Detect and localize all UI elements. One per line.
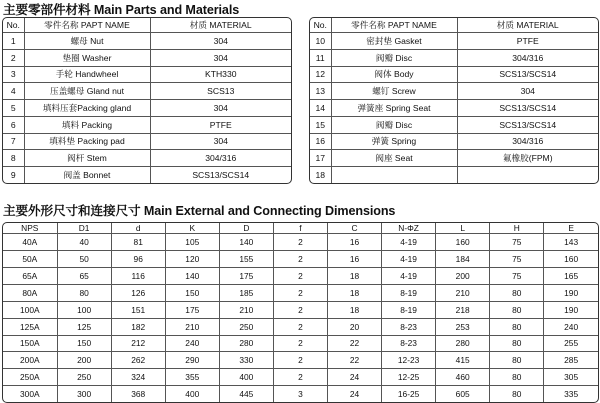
part-name: 填料 Packing: [24, 116, 150, 133]
part-material: SCS13/SCS14: [457, 116, 598, 133]
part-no: 4: [3, 83, 24, 100]
dims-cell-n-phi-z: 8-19: [382, 301, 436, 318]
dims-cell-nps: 125A: [3, 318, 57, 335]
parts-table-left: [2, 17, 292, 184]
dims-cell-k: 175: [165, 301, 219, 318]
dims-header-n-phi-z: N-ΦZ: [382, 223, 436, 234]
dims-cell-c: 16: [327, 234, 381, 251]
part-name: 手轮 Handwheel: [24, 66, 150, 83]
header-part-name: 零件名称 PAPT NAME: [331, 18, 457, 33]
part-no: 17: [310, 150, 331, 167]
part-name: 阀瓣 Disc: [331, 116, 457, 133]
dims-cell-c: 18: [327, 301, 381, 318]
part-name: 螺母 Nut: [24, 33, 150, 50]
dims-cell-h: 75: [490, 250, 544, 267]
parts-row: [310, 66, 598, 83]
dims-cell-l: 200: [436, 267, 490, 284]
dims-cell-d: 368: [111, 386, 165, 402]
dims-cell-k: 210: [165, 318, 219, 335]
dims-cell-l: 280: [436, 335, 490, 352]
part-name: 螺钉 Screw: [331, 83, 457, 100]
dims-cell-h: 75: [490, 267, 544, 284]
part-material: SCS13/SCS14: [150, 167, 291, 183]
parts-header-row: [310, 18, 598, 33]
dims-header-e: E: [544, 223, 598, 234]
dims-cell-d1: 125: [57, 318, 111, 335]
dims-cell-n-phi-z: 8-23: [382, 335, 436, 352]
part-name: 阀体 Body: [331, 66, 457, 83]
dims-cell-l: 253: [436, 318, 490, 335]
parts-row: [310, 49, 598, 66]
dims-row: [3, 234, 598, 251]
parts-table-right: [309, 17, 599, 184]
dims-cell-l: 415: [436, 352, 490, 369]
part-name: 阀杆 Stem: [24, 150, 150, 167]
part-material: 304: [150, 49, 291, 66]
parts-row: [3, 133, 291, 150]
part-material: KTH330: [150, 66, 291, 83]
part-no: 5: [3, 100, 24, 117]
dims-cell-c: 22: [327, 335, 381, 352]
dims-cell-e: 190: [544, 284, 598, 301]
dims-cell-n-phi-z: 16-25: [382, 386, 436, 402]
dims-cell-n-phi-z: 12-25: [382, 369, 436, 386]
part-name: 垫圈 Washer: [24, 49, 150, 66]
part-no: 8: [3, 150, 24, 167]
dims-cell-d-outer: 330: [219, 352, 273, 369]
header-material: 材质 MATERIAL: [150, 18, 291, 33]
parts-row: [310, 167, 598, 183]
part-name: 弹簧座 Spring Seat: [331, 100, 457, 117]
dims-row: [3, 284, 598, 301]
dims-cell-d-outer: 445: [219, 386, 273, 402]
dims-header-c: C: [327, 223, 381, 234]
dims-cell-f: 2: [273, 250, 327, 267]
parts-row: [310, 100, 598, 117]
dims-cell-h: 80: [490, 386, 544, 402]
dims-cell-l: 605: [436, 386, 490, 402]
dims-cell-d: 324: [111, 369, 165, 386]
parts-row: [310, 150, 598, 167]
part-material: 氟橡胶(FPM): [457, 150, 598, 167]
dims-row: [3, 301, 598, 318]
dims-cell-e: 255: [544, 335, 598, 352]
part-no: 16: [310, 133, 331, 150]
dims-cell-c: 16: [327, 250, 381, 267]
dims-cell-c: 18: [327, 284, 381, 301]
dims-cell-l: 210: [436, 284, 490, 301]
dims-cell-d-outer: 155: [219, 250, 273, 267]
dims-cell-e: 165: [544, 267, 598, 284]
dims-cell-d1: 250: [57, 369, 111, 386]
dims-cell-l: 218: [436, 301, 490, 318]
dims-cell-nps: 200A: [3, 352, 57, 369]
dims-header-k: K: [165, 223, 219, 234]
dims-cell-d: 151: [111, 301, 165, 318]
dims-row: [3, 335, 598, 352]
dims-cell-h: 80: [490, 318, 544, 335]
dims-cell-c: 22: [327, 352, 381, 369]
dims-cell-d1: 80: [57, 284, 111, 301]
dims-cell-c: 20: [327, 318, 381, 335]
dims-cell-nps: 40A: [3, 234, 57, 251]
dims-row: [3, 318, 598, 335]
dims-cell-d-outer: 185: [219, 284, 273, 301]
dims-cell-n-phi-z: 8-19: [382, 284, 436, 301]
parts-row: [3, 33, 291, 50]
parts-row: [3, 116, 291, 133]
dims-cell-f: 2: [273, 284, 327, 301]
dims-cell-d: 262: [111, 352, 165, 369]
dims-cell-d-outer: 210: [219, 301, 273, 318]
header-no: No.: [3, 18, 24, 33]
dims-cell-d: 182: [111, 318, 165, 335]
part-name: 阀盖 Bonnet: [24, 167, 150, 183]
dims-cell-d1: 200: [57, 352, 111, 369]
dims-section-title: 主要外形尺寸和连接尺寸 Main External and Connecting Dimensions: [3, 204, 396, 218]
dims-cell-h: 75: [490, 234, 544, 251]
dims-cell-f: 2: [273, 318, 327, 335]
dims-cell-e: 143: [544, 234, 598, 251]
dims-cell-k: 120: [165, 250, 219, 267]
part-name: [331, 167, 457, 183]
dims-cell-k: 290: [165, 352, 219, 369]
dims-cell-k: 400: [165, 386, 219, 402]
dims-row: [3, 267, 598, 284]
dims-cell-e: 160: [544, 250, 598, 267]
dims-cell-nps: 150A: [3, 335, 57, 352]
dims-row: [3, 386, 598, 402]
dims-cell-d1: 40: [57, 234, 111, 251]
dims-header-f: f: [273, 223, 327, 234]
part-no: 12: [310, 66, 331, 83]
dims-cell-d-outer: 250: [219, 318, 273, 335]
dims-cell-f: 2: [273, 335, 327, 352]
dims-cell-l: 184: [436, 250, 490, 267]
parts-row: [3, 66, 291, 83]
part-name: 阀瓣 Disc: [331, 49, 457, 66]
parts-row: [3, 49, 291, 66]
parts-section-title: 主要零部件材料 Main Parts and Materials: [3, 3, 240, 17]
dims-cell-k: 240: [165, 335, 219, 352]
part-name: 密封垫 Gasket: [331, 33, 457, 50]
dims-cell-e: 190: [544, 301, 598, 318]
dims-header-d-outer: D: [219, 223, 273, 234]
part-material: 304: [457, 83, 598, 100]
dims-cell-e: 240: [544, 318, 598, 335]
dims-cell-f: 2: [273, 352, 327, 369]
part-no: 7: [3, 133, 24, 150]
header-part-name: 零件名称 PAPT NAME: [24, 18, 150, 33]
dims-cell-nps: 80A: [3, 284, 57, 301]
dims-cell-d-outer: 280: [219, 335, 273, 352]
dims-cell-d1: 100: [57, 301, 111, 318]
dims-cell-f: 2: [273, 301, 327, 318]
parts-row: [3, 100, 291, 117]
part-material: [457, 167, 598, 183]
part-name: 填料垫 Packing pad: [24, 133, 150, 150]
dims-cell-k: 355: [165, 369, 219, 386]
dims-header-d1: D1: [57, 223, 111, 234]
parts-row: [310, 116, 598, 133]
parts-row: [310, 133, 598, 150]
part-name: 阀座 Seat: [331, 150, 457, 167]
part-no: 10: [310, 33, 331, 50]
dims-header-d: d: [111, 223, 165, 234]
dims-cell-nps: 300A: [3, 386, 57, 402]
part-no: 1: [3, 33, 24, 50]
header-no: No.: [310, 18, 331, 33]
dims-cell-d-outer: 175: [219, 267, 273, 284]
header-material: 材质 MATERIAL: [457, 18, 598, 33]
dims-cell-d: 96: [111, 250, 165, 267]
part-no: 9: [3, 167, 24, 183]
dims-cell-d1: 300: [57, 386, 111, 402]
dims-cell-d-outer: 140: [219, 234, 273, 251]
part-material: 304: [150, 100, 291, 117]
dims-cell-e: 335: [544, 386, 598, 402]
dims-cell-e: 285: [544, 352, 598, 369]
dims-cell-d: 116: [111, 267, 165, 284]
dims-cell-n-phi-z: 12-23: [382, 352, 436, 369]
part-name: 压盖螺母 Gland nut: [24, 83, 150, 100]
part-material: PTFE: [150, 116, 291, 133]
dims-cell-h: 80: [490, 284, 544, 301]
dims-cell-d1: 50: [57, 250, 111, 267]
dims-cell-nps: 250A: [3, 369, 57, 386]
dims-cell-f: 2: [273, 369, 327, 386]
dims-header-row: [3, 223, 598, 234]
part-no: 2: [3, 49, 24, 66]
part-material: 304/316: [150, 150, 291, 167]
dims-row: [3, 250, 598, 267]
part-name: 填料压套Packing gland: [24, 100, 150, 117]
dims-cell-h: 80: [490, 352, 544, 369]
dims-cell-c: 24: [327, 369, 381, 386]
dims-cell-k: 150: [165, 284, 219, 301]
dims-cell-f: 3: [273, 386, 327, 402]
dims-cell-n-phi-z: 8-23: [382, 318, 436, 335]
part-material: SCS13/SCS14: [457, 100, 598, 117]
dims-cell-d: 212: [111, 335, 165, 352]
dims-cell-d: 81: [111, 234, 165, 251]
dims-cell-d1: 65: [57, 267, 111, 284]
part-material: SCS13: [150, 83, 291, 100]
part-no: 6: [3, 116, 24, 133]
part-name: 弹簧 Spring: [331, 133, 457, 150]
part-no: 15: [310, 116, 331, 133]
dims-row: [3, 352, 598, 369]
parts-row: [3, 150, 291, 167]
dims-cell-e: 305: [544, 369, 598, 386]
part-material: 304/316: [457, 49, 598, 66]
dims-row: [3, 369, 598, 386]
parts-row: [3, 83, 291, 100]
dims-header-h: H: [490, 223, 544, 234]
parts-row: [3, 167, 291, 183]
dims-cell-d1: 150: [57, 335, 111, 352]
dims-cell-n-phi-z: 4-19: [382, 250, 436, 267]
parts-row: [310, 33, 598, 50]
dims-cell-c: 18: [327, 267, 381, 284]
dimensions-table: [2, 222, 599, 403]
part-no: 11: [310, 49, 331, 66]
part-no: 18: [310, 167, 331, 183]
dims-header-l: L: [436, 223, 490, 234]
dims-cell-h: 80: [490, 335, 544, 352]
dims-cell-k: 105: [165, 234, 219, 251]
part-no: 3: [3, 66, 24, 83]
part-material: SCS13/SCS14: [457, 66, 598, 83]
parts-row: [310, 83, 598, 100]
part-no: 13: [310, 83, 331, 100]
dims-cell-f: 2: [273, 267, 327, 284]
dims-cell-f: 2: [273, 234, 327, 251]
dims-cell-h: 80: [490, 369, 544, 386]
dims-cell-d: 126: [111, 284, 165, 301]
dims-header-nps: NPS: [3, 223, 57, 234]
dims-cell-nps: 100A: [3, 301, 57, 318]
dims-cell-nps: 65A: [3, 267, 57, 284]
part-material: 304: [150, 33, 291, 50]
dims-cell-h: 80: [490, 301, 544, 318]
dims-cell-nps: 50A: [3, 250, 57, 267]
part-material: 304: [150, 133, 291, 150]
dims-cell-c: 24: [327, 386, 381, 402]
dims-cell-l: 460: [436, 369, 490, 386]
part-material: 304/316: [457, 133, 598, 150]
dims-cell-l: 160: [436, 234, 490, 251]
dims-cell-n-phi-z: 4-19: [382, 234, 436, 251]
part-material: PTFE: [457, 33, 598, 50]
dims-cell-k: 140: [165, 267, 219, 284]
dims-cell-d-outer: 400: [219, 369, 273, 386]
dims-cell-n-phi-z: 4-19: [382, 267, 436, 284]
parts-header-row: [3, 18, 291, 33]
part-no: 14: [310, 100, 331, 117]
